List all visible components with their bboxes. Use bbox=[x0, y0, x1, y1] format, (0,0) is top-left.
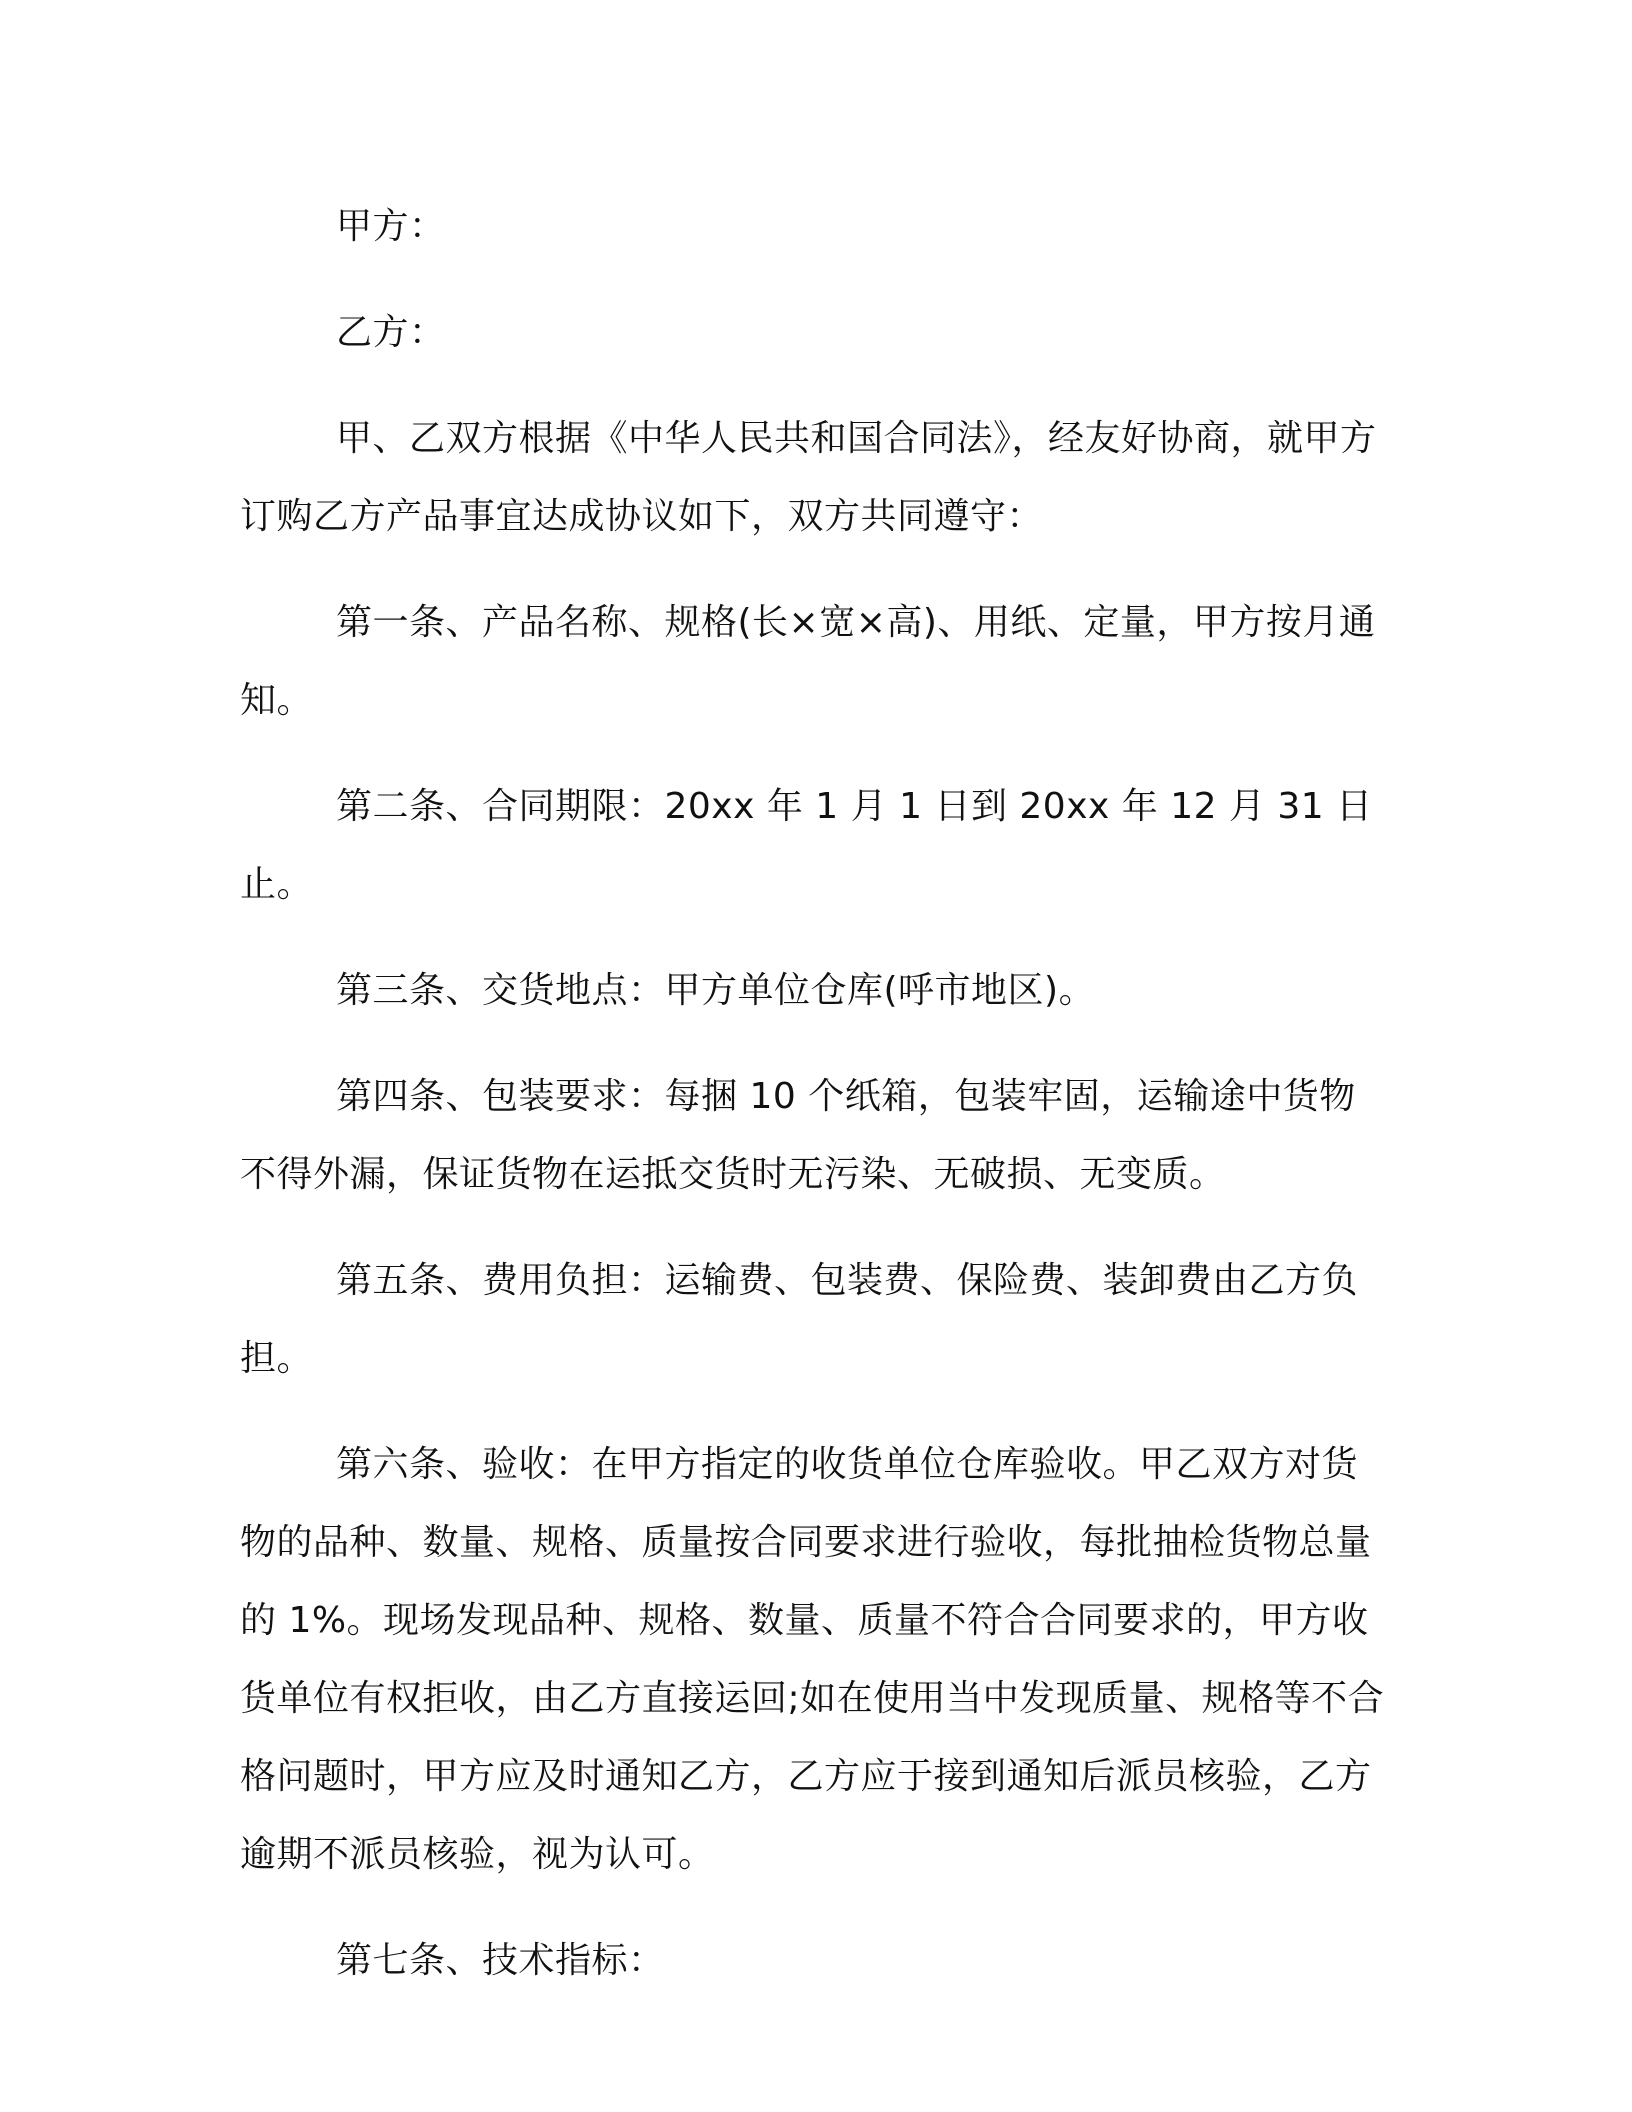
paragraph-gap bbox=[240, 1894, 1390, 1922]
paragraph-gap bbox=[240, 372, 1390, 400]
article-7: 第七条、技术指标： bbox=[336, 1940, 665, 1981]
party-b-line: 乙方： bbox=[336, 312, 446, 353]
paragraph-gap bbox=[240, 924, 1390, 952]
article-4: 第四条、包装要求：每捆 10 个纸箱，包装牢固，运输途中货物不得外漏，保证货物在运抵交货时无污染、无破损、无变质。 bbox=[240, 1076, 1356, 1195]
paragraph-gap bbox=[240, 266, 1390, 294]
article-2: 第二条、合同期限：20xx 年 1 月 1 日到 20xx 年 12 月 31 日止。 bbox=[240, 786, 1373, 905]
paragraph-gap bbox=[240, 556, 1390, 584]
article-6: 第六条、验收：在甲方指定的收货单位仓库验收。甲乙双方对货物的品种、数量、规格、质量按合同要求进行验收，每批抽检货物总量的 1%。现场发现品种、规格、数量、质量不符合合同要求的，甲方收货单位有权拒收，由乙方直接运回;如在使用当中发现质量、规格等不合格问题时，甲方应及时通知乙方，乙方应于接到通知后派员核验，乙方逾期不派员核验，视为认可。 bbox=[240, 1444, 1385, 1875]
document-body bbox=[240, 188, 1390, 2000]
paragraph-gap bbox=[240, 1214, 1390, 1242]
article-5: 第五条、费用负担：运输费、包装费、保险费、装卸费由乙方负担。 bbox=[240, 1260, 1359, 1379]
paragraph-gap bbox=[240, 1398, 1390, 1426]
preamble-paragraph: 甲、乙双方根据《中华人民共和国合同法》，经友好协商，就甲方订购乙方产品事宜达成协议如下，双方共同遵守： bbox=[240, 418, 1377, 537]
article-3: 第三条、交货地点：甲方单位仓库(呼市地区)。 bbox=[336, 970, 1096, 1011]
party-a-line: 甲方： bbox=[336, 206, 446, 247]
article-1: 第一条、产品名称、规格(长×宽×高)、用纸、定量，甲方按月通知。 bbox=[240, 602, 1376, 721]
paragraph-gap bbox=[240, 1030, 1390, 1058]
paragraph-gap bbox=[240, 740, 1390, 768]
